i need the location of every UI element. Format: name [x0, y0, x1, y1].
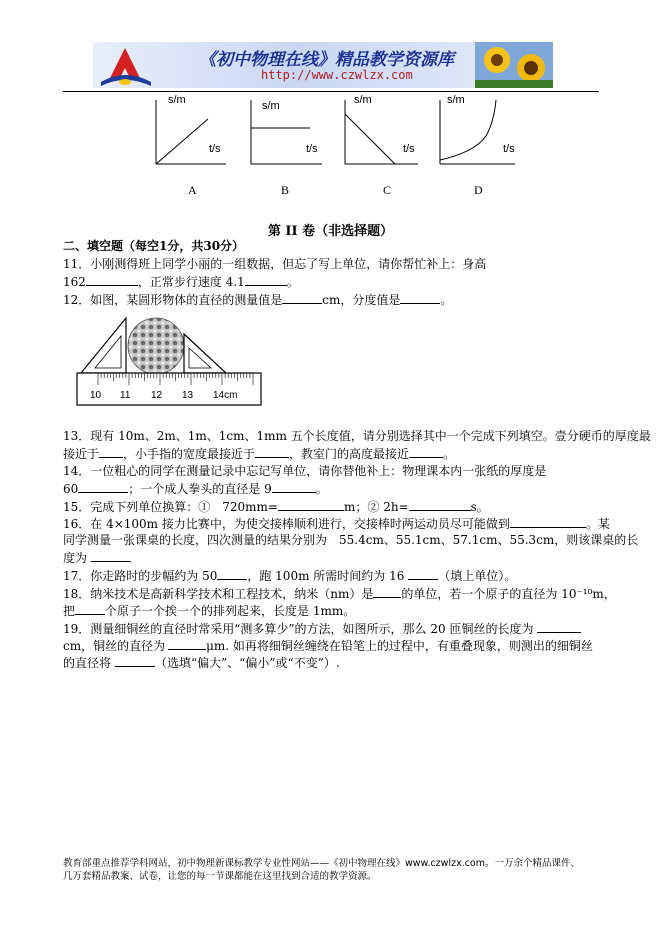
- q15-line: 15．完成下列单位换算：① 720mm= m；② 2h= s。: [63, 500, 489, 514]
- graph-option-d: D: [474, 183, 483, 197]
- q18-line1: 18．纳米技术是高新科学技术和工程技术，纳米（nm）是 的单位，若一个原子的直径为 10⁻¹⁰m，: [63, 587, 616, 601]
- part-heading: 二、填空题（每空1分，共30分）: [63, 239, 245, 253]
- q19-blank-length[interactable]: [537, 620, 581, 633]
- graph-d-curve: [440, 100, 496, 160]
- graph-option-a: A: [188, 183, 197, 197]
- q19-line1: 19．测量细铜丝的直径时常采用“测多算少”的方法，如图所示，那么 20 匝铜丝的长度为: [63, 620, 585, 638]
- graph-option-b: B: [281, 183, 290, 197]
- q14-line1: 14．一位粗心的同学在测量记录中忘记写单位，请你替他补上：物理课本内一张纸的厚度是: [63, 464, 547, 478]
- q11-line2: 162 ，正常步行速度 4.1 。: [63, 275, 299, 289]
- banner-url: http://www.czwlzx.com: [261, 68, 413, 82]
- section-title: 第 II 卷（非选择题）: [267, 224, 394, 239]
- q16-blank-relay[interactable]: [510, 515, 586, 528]
- graph-a-x-label: t/s: [209, 143, 221, 155]
- footer-line1: 教育部重点推荐学科网站，初中物理新课标教学专业性网站——《初中物理在线》www.czwlzx.com。一万余个精品课件、: [63, 858, 580, 869]
- q12-blank-diameter[interactable]: [282, 291, 322, 304]
- ruler-tick-12: 12: [151, 390, 163, 401]
- q12-blank-division[interactable]: [400, 291, 440, 304]
- ruler-figure: [76, 316, 262, 406]
- q14-blank-paper[interactable]: [78, 480, 128, 493]
- q19-line2: cm，铜丝的直径为 μm. 如再将细铜丝缠绕在铅笔上的过程中，有重叠现象，则测出的细铜丝: [63, 639, 593, 653]
- q18-blank-unit[interactable]: [373, 585, 401, 598]
- q18-line2: 把 个原子一个挨一个的排列起来，长度是 1mm。: [63, 604, 356, 618]
- q11-line1: 11．小刚测得班上同学小丽的一组数据，但忘了写上单位，请你帮忙补上：身高: [63, 257, 487, 271]
- q11-blank-height[interactable]: [86, 273, 138, 286]
- footer-line2: 几万套精品教案、试卷，让您的每一节课都能在这里找到合适的教学资源。: [63, 871, 377, 882]
- q14-blank-fist[interactable]: [272, 480, 316, 493]
- q15-blank-hour[interactable]: [409, 498, 471, 511]
- q16-blank-length[interactable]: [91, 549, 131, 562]
- q11-blank-speed[interactable]: [245, 273, 287, 286]
- q13-line2: 接近于 ，小手指的宽度最接近于 ，教室门的高度最接近 。: [63, 447, 456, 461]
- q19-blank-diameter[interactable]: [168, 637, 206, 650]
- q17-blank-step[interactable]: [217, 567, 247, 580]
- q13-blank-coin[interactable]: [99, 445, 123, 458]
- site-logo-icon: [95, 42, 155, 88]
- graph-b-x-label: t/s: [306, 143, 318, 155]
- q14-line2: 60 ；一个成人拳头的直径是 9 。: [63, 482, 328, 496]
- st-graphs: [0, 92, 661, 202]
- q16-line3: 度为: [63, 549, 585, 567]
- q17-blank-time[interactable]: [408, 567, 438, 580]
- ruler-tick-11: 11: [120, 390, 131, 401]
- ruler-tick-13: 13: [182, 390, 194, 401]
- q17-line: 17．你走路时的步幅约为 50 ，跑 100m 所需时间约为 16 （填上单位）。: [63, 569, 517, 583]
- graph-c-line: [345, 114, 395, 164]
- q19-line3: 的直径将 （选填“偏大”、“偏小”或“不变”）.: [63, 656, 340, 670]
- graph-a-line: [156, 119, 208, 164]
- graph-d-x-label: t/s: [503, 143, 515, 155]
- q15-blank-mm[interactable]: [278, 498, 344, 511]
- banner-title: 《初中物理在线》精品教学资源库: [199, 50, 454, 70]
- q18-blank-count[interactable]: [75, 602, 105, 615]
- q19-blank-effect[interactable]: [115, 654, 155, 667]
- q13-blank-door[interactable]: [409, 445, 443, 458]
- left-set-square: [81, 318, 126, 373]
- graph-option-c: C: [383, 183, 392, 197]
- q12-line: 12．如图，某圆形物体的直径的测量值是 cm，分度值是 。: [63, 293, 453, 307]
- right-set-square: [184, 334, 226, 373]
- q16-line2: 同学测量一张课桌的长度，四次测量的结果分别为 55.4cm、55.1cm、57.1cm、55.3cm，则该课桌的长: [63, 533, 639, 547]
- sunflower-icon: [475, 42, 553, 88]
- site-banner: [93, 42, 553, 88]
- graph-c-x-label: t/s: [403, 143, 415, 155]
- round-object: [128, 318, 184, 374]
- graph-b-y-label: s/m: [262, 100, 280, 112]
- q13-line1: 13．现有 10m、2m、1m、1cm、1mm 五个长度值，请分别选择其中一个完成下列填空。壹分硬币的厚度最: [63, 429, 651, 443]
- q13-blank-finger[interactable]: [255, 445, 289, 458]
- q16-line1: 16．在 4×100m 接力比赛中，为使交接棒顺利进行，交接棒时两运动员尽可能做到 。某: [63, 517, 610, 531]
- ruler-tick-14: 14cm: [213, 390, 238, 401]
- graph-d-y-label: s/m: [447, 94, 465, 106]
- page-footer: [63, 857, 603, 883]
- ruler-tick-10: 10: [90, 390, 102, 401]
- graph-a-y-label: s/m: [168, 94, 186, 106]
- graph-c-y-label: s/m: [354, 94, 372, 106]
